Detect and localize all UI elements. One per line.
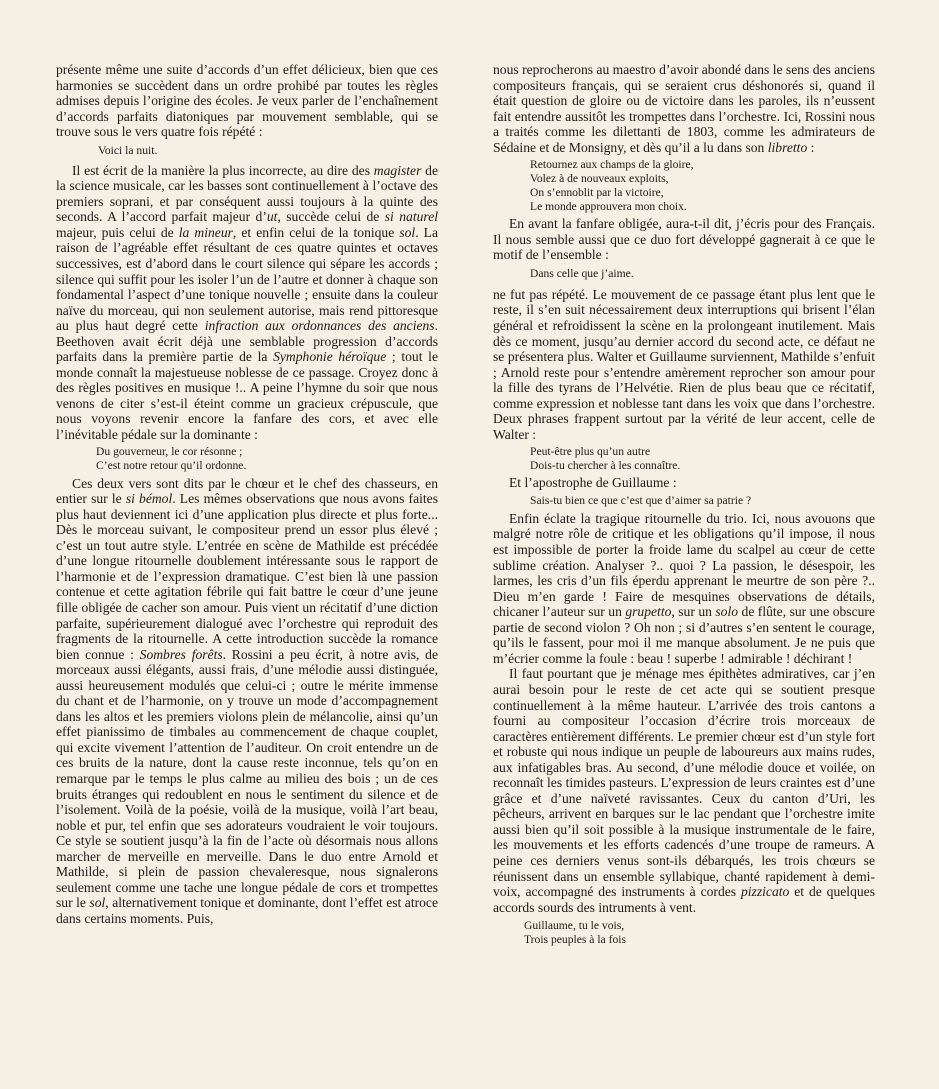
verse-quote [493, 494, 875, 508]
right-column [493, 62, 875, 947]
verse-line: Du gouverneur, le cor résonne ; [96, 444, 243, 458]
verse-quote [493, 158, 875, 214]
verse-line: Retournez aux champs de la gloire, [530, 158, 694, 172]
paragraph: Il est écrit de la manière la plus incorrecte, au dire des magister de la science musicale, car les basses sont continuellement à l’octave des premiers soprani, et par conséquent aussi toujours à la quinte des seconds. A l’accord parfait majeur d’ut, succède celui de si naturel majeur, puis celui de la mineur, et enfin celui de la tonique sol. La raison de l’agréable effet résultant de ces quatre quintes et octaves successives, est d’abord dans le court silence qui sépare les accords ; silence qui suffit pour les isoler l’un de l’autre et donner à chaque son fondamental l’aspect d’une tonique nouvelle ; ensuite dans la couleur naïve du morceau, qui non seulement autorise, mais rend pittoresque au plus haut degré cette infraction aux ordonnances des anciens. Beethoven avait écrit déjà une semblable progression d’accords parfaits dans la première partie de la Symphonie héroïque ; tout le monde connaît la majestueuse noblesse de ce passage. Croyez donc à des règles positives en musique !.. A peine l’hymne du soir que nous venons de citer s’est-il éteint comme un gracieux crépuscule, que nous voyons revenir encore la fanfare des cors, et avec elle l’inévitable pédale sur la dominante : [56, 162, 439, 443]
paragraph: Et l’apostrophe de Guillaume : [509, 475, 677, 491]
verse-line: Trois peuples à la fois [524, 933, 626, 947]
verse-quote [493, 445, 875, 473]
paragraph: nous reprocherons au maestro d’avoir abondé dans le sens des anciens compositeurs français, qui se seraient crus déshonorés si, quand il était question de gloire ou de victoire dans les paroles, ils n’eussent fait entendre aussitôt les trompettes dans l’orchestre. Ici, Rossini nous a traités comme les dilettanti de 1803, comme les admirateurs de Sédaine et de Monsigny, et dès qu’il a lu dans son libretto : [493, 62, 876, 155]
verse-line: Volez à de nouveaux exploits, [530, 172, 669, 186]
left-column [56, 62, 438, 926]
verse-line: Le monde approuvera mon choix. [530, 200, 687, 214]
verse-line: Sais-tu bien ce que c’est que d’aimer sa patrie ? [530, 493, 752, 507]
verse-line: Voici la nuit. [98, 143, 158, 157]
paragraph: présente même une suite d’accords d’un effet délicieux, bien que ces harmonies se succèdent dans un ordre prohibé par toutes les règles admises depuis l’origine des écoles. Je veux parler de l’enchaînement d’accords parfaits diatoniques par mouvement semblable, qui se trouve sous le vers quatre fois répété : [56, 62, 438, 140]
verse-quote [493, 919, 875, 947]
paragraph: En avant la fanfare obligée, aura-t-il dit, j’écris pour des Français. Il nous semble aussi que ce duo fort développé gagnerait à ce que le motif de l’ensemble : [493, 216, 875, 263]
verse-quote [56, 445, 438, 473]
verse-quote [493, 267, 875, 281]
verse-line: Dans celle que j’aime. [530, 266, 634, 280]
verse-line: On s’ennoblit par la victoire, [530, 186, 664, 200]
verse-line: Guillaume, tu le vois, [524, 919, 625, 933]
verse-quote [56, 144, 438, 158]
paragraph: ne fut pas répété. Le mouvement de ce passage étant plus lent que le reste, il s’en suit nécessairement deux interruptions qui brisent l’élan général et refroidissent la scène en la prolongeant inutilement. Mais dès ce moment, jusqu’au dernier accord du second acte, ce défaut ne se présentera plus. Walter et Guillaume surviennent, Mathilde s’enfuit ; Arnold reste pour s’entendre amèrement reprocher son amour pour la fille des tyrans de l’Helvétie. Rien de plus beau que ce récitatif, comme expression et noblesse tant dans les voix que dans l’orchestre. Deux phrases frappent surtout par la vérité de leur accent, celle de Walter : [493, 286, 875, 442]
verse-line: C’est notre retour qu’il ordonne. [96, 458, 247, 472]
paragraph: Il faut pourtant que je ménage mes épithètes admiratives, car j’en aurai besoin pour le reste de cet acte qui se soutient presque continuellement à la même hauteur. L’arrivée des trois cantons a fourni au compositeur l’occasion d’écrire trois morceaux de caractères entièrement différents. Le premier chœur est d’un style fort et robuste qui nous indique un peuple de laboureurs aux mains rudes, aux infatigables bras. Au second, d’une mélodie douce et voilée, on reconnaît les timides pasteurs. L’expression de leurs craintes est d’une grâce et d’une naïveté ravissantes. Ceux du canton d’Uri, les pêcheurs, arrivent en barques sur le lac pendant que l’orchestre imite aussi bien qu’il soit possible à la musique instrumentale de le faire, les mouvements et les efforts cadencés d’une troupe de rameurs. A peine ces derniers venus sont-ils débarqués, les trois chœurs se réunissent dans un ensemble syllabique, chanté rapidement à demi-voix, accompagné des instruments à cordes pizzicato et de quelques accords sourds des intruments à vent. [493, 666, 875, 915]
verse-line: Dois-tu chercher à les connaître. [530, 459, 681, 473]
verse-line: Peut-être plus qu’un autre [530, 445, 651, 459]
paragraph: Ces deux vers sont dits par le chœur et le chef des chasseurs, en entier sur le si bémol. Les mêmes observations que nous avons faites plus haut deviennent ici d’une application plus directe et plus forte... Dès le morceau suivant, le compositeur prend un essor plus élevé ; c’est un tout autre style. L’entrée en scène de Mathilde est précédée d’une longue ritournelle doublement intéressante sous le rapport de l’harmonie et de l’expression dramatique. C’est bien là une passion contenue et cette agitation fébrile qui fait battre le cœur d’une jeune fille obligée de cacher son amour. Puis vient un récitatif d’une diction parfaite, supérieurement dialogué avec l’orchestre qui reproduit des fragments de la ritournelle. A cette introduction succède la romance bien connue : Sombres forêts. Rossini a peu écrit, à notre avis, de morceaux aussi élégants, aussi frais, d’une mélodie aussi distinguée, aussi heureusement modulés que celui-ci ; outre le mérite immense du chant et de l’harmonie, on y trouve un mode d’accompagnement dans les altos et les premiers violons plein de mélancolie, ainsi qu’un effet pianissimo de timbales au commencement de chaque couplet, qui excite vivement l’attention de l’auditeur. On croit entendre un de ces bruits de la nature, dont la cause reste inconnue, tels qu’on en remarque par le temps le plus calme au milieu des bois ; un de ces bruits étranges qui redoublent en nous le sentiment du silence et de l’isolement. Voilà de la poésie, voilà de la musique, voilà l’art beau, noble et pur, tel enfin que ses adorateurs voudraient le voir toujours. Ce style se soutient jusqu’à la fin de l’acte où désormais nous allons marcher de merveille en merveille. Dans le duo entre Arnold et Mathilde, si plein de passion chevaleresque, nous signalerons seulement comme une tache une longue pédale de cors et trompettes sur le sol, alternativement tonique et dominante, dont l’effet est atroce dans certains moments. Puis, [56, 475, 438, 926]
paragraph: Enfin éclate la tragique ritournelle du trio. Ici, nous avouons que malgré notre rôle de critique et les obligations qu’il impose, il nous est impossible de porter la froide lame du scalpel au cœur de cette sublime création. Analyser ?.. quoi ? La passion, le désespoir, les larmes, les cris d’un fils éperdu apprenant le meurtre de son père ?.. Dieu m’en garde ! Faire de mesquines observations de détails, chicaner l’auteur sur un grupetto, sur un solo de flûte, sur une obscure partie de second violon ? Oh non ; si d’autres s’en sentent le courage, qu’ils le fassent, pour moi il me manque absolument. Je ne puis que m’écrier comme la foule : beau ! superbe ! admirable ! déchirant ! [493, 510, 875, 666]
